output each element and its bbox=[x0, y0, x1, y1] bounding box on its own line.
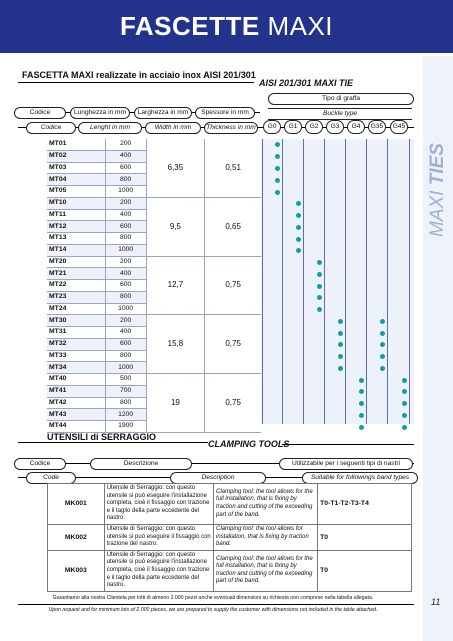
tools-col-use-en: Suitable for followings band types bbox=[302, 472, 418, 484]
row-length: 500 bbox=[105, 374, 146, 386]
buckle-dot-g2 bbox=[317, 295, 322, 300]
row-length: 200 bbox=[105, 139, 146, 150]
sidebar-label-light: MAXI bbox=[427, 190, 448, 237]
row-length: 400 bbox=[105, 150, 146, 162]
tool-band-types: T0 bbox=[318, 524, 412, 550]
table-row bbox=[47, 139, 261, 150]
row-code: MT03 bbox=[47, 162, 105, 174]
table-row bbox=[47, 256, 261, 268]
tool-desc-en: Clamping tool: the tool allows for installation, that is fixing by traction band. bbox=[214, 524, 318, 550]
buckle-dot-g45 bbox=[402, 425, 407, 430]
group-thickness: 0,75 bbox=[205, 374, 261, 433]
group-thickness: 0,75 bbox=[205, 315, 261, 374]
row-length: 200 bbox=[105, 197, 146, 209]
grid-col-line bbox=[409, 139, 410, 424]
buckle-header-g2: G2 bbox=[305, 120, 323, 134]
row-length: 700 bbox=[105, 385, 146, 397]
buckle-dot-g0 bbox=[275, 166, 280, 171]
row-code: MT22 bbox=[47, 280, 105, 292]
row-length: 800 bbox=[105, 291, 146, 303]
row-length: 600 bbox=[105, 221, 146, 233]
page-number: 11 bbox=[431, 597, 441, 607]
row-code: MT11 bbox=[47, 209, 105, 221]
col-width-it: Larghezza in mm bbox=[134, 107, 192, 119]
row-code: MT33 bbox=[47, 350, 105, 362]
tool-band-types: T0-T1-T2-T3-T4 bbox=[318, 484, 412, 525]
buckle-dot-g45 bbox=[402, 413, 407, 418]
row-code: MT43 bbox=[47, 409, 105, 421]
row-code: MT30 bbox=[47, 315, 105, 327]
ties-table bbox=[47, 139, 261, 433]
buckle-dot-g4 bbox=[359, 401, 364, 406]
row-length: 400 bbox=[105, 327, 146, 339]
sidebar-label bbox=[427, 143, 449, 237]
row-length: 1900 bbox=[105, 421, 146, 433]
buckle-dot-g3 bbox=[338, 342, 343, 347]
row-code: MT44 bbox=[47, 421, 105, 433]
buckle-header-g4: G4 bbox=[347, 120, 365, 134]
row-code: MT10 bbox=[47, 197, 105, 209]
buckle-dot-g0 bbox=[275, 154, 280, 159]
section2-title: UTENSILI di SERRAGGIO bbox=[47, 432, 157, 442]
row-code: MT41 bbox=[47, 385, 105, 397]
tool-code: MK002 bbox=[48, 524, 105, 550]
buckle-dot-g35 bbox=[380, 354, 385, 359]
table-row bbox=[47, 197, 261, 209]
page-title bbox=[0, 11, 453, 42]
tool-band-types: T0 bbox=[318, 550, 412, 591]
buckle-dot-g3 bbox=[338, 331, 343, 336]
buckle-dot-g4 bbox=[359, 378, 364, 383]
row-length: 200 bbox=[105, 256, 146, 268]
row-length: 400 bbox=[105, 268, 146, 280]
row-code: MT21 bbox=[47, 268, 105, 280]
tool-row bbox=[48, 524, 412, 550]
row-code: MT12 bbox=[47, 221, 105, 233]
buckle-dot-g0 bbox=[275, 142, 280, 147]
section2-subtitle: CLAMPING TOOLS bbox=[208, 439, 290, 449]
tool-desc-it: Utensile di Serraggio: con questo utensile si può eseguire il fissaggio con trazione del nastro. bbox=[104, 524, 213, 550]
tools-table bbox=[47, 483, 412, 592]
buckle-dot-g1 bbox=[296, 248, 301, 253]
row-length: 1000 bbox=[105, 303, 146, 315]
table-row bbox=[47, 315, 261, 327]
row-code: MT40 bbox=[47, 374, 105, 386]
section1-rule bbox=[18, 82, 254, 83]
sidebar-label-bold: TIES bbox=[427, 143, 448, 186]
tools-col-desc-it: Descrizione bbox=[90, 458, 192, 470]
col-thickness-en: Thickness in mm bbox=[204, 122, 258, 134]
table-row bbox=[47, 374, 261, 386]
tools-col-desc-en: Description bbox=[170, 472, 266, 484]
title-bold: FASCETTE bbox=[119, 11, 260, 41]
row-code: MT02 bbox=[47, 150, 105, 162]
row-length: 1000 bbox=[105, 362, 146, 374]
col-code-en: Codice bbox=[26, 122, 76, 134]
buckle-dot-g45 bbox=[402, 378, 407, 383]
group-width: 19 bbox=[146, 374, 205, 433]
buckle-dot-g1 bbox=[296, 213, 301, 218]
buckle-dot-g1 bbox=[296, 225, 301, 230]
tool-desc-en: Clamping tool: the tool allows for the full installation, that is fixing by traction and cutting of the exceeding part of the band. bbox=[214, 550, 318, 591]
buckle-header-g3: G3 bbox=[326, 120, 344, 134]
group-thickness: 0,51 bbox=[205, 139, 261, 197]
tool-row bbox=[48, 484, 412, 525]
row-code: MT23 bbox=[47, 291, 105, 303]
group-width: 15,8 bbox=[146, 315, 205, 374]
grid-col-line bbox=[303, 139, 304, 424]
buckle-dot-g35 bbox=[380, 331, 385, 336]
tipo-graffa-pill: Tipo di graffa bbox=[268, 93, 414, 105]
col-length-en: Lenght in mm bbox=[78, 122, 142, 134]
tool-desc-it: Utensile di Serraggio: con questo utensile si può eseguire l'installazione completa, cioè il fissaggio con trazione e il taglio della parte eccedente del nastro. bbox=[104, 484, 213, 525]
page-header bbox=[0, 0, 453, 53]
grid-col-line bbox=[366, 139, 367, 424]
tool-desc-en: Clamping tool: the tool allows for the full installation, that is fixing by traction and cutting of the exceeding part of the band. bbox=[214, 484, 318, 525]
row-length: 600 bbox=[105, 162, 146, 174]
row-length: 800 bbox=[105, 350, 146, 362]
group-width: 12,7 bbox=[146, 256, 205, 315]
row-code: MT05 bbox=[47, 186, 105, 198]
row-code: MT42 bbox=[47, 397, 105, 409]
buckle-dot-g3 bbox=[338, 319, 343, 324]
buckle-dot-g45 bbox=[402, 389, 407, 394]
col-thickness-it: Spessore in mm bbox=[195, 107, 255, 119]
buckle-dot-g3 bbox=[338, 354, 343, 359]
tool-row bbox=[48, 550, 412, 591]
section2-rule-left bbox=[18, 442, 208, 443]
row-length: 600 bbox=[105, 338, 146, 350]
row-code: MT13 bbox=[47, 233, 105, 245]
buckle-dot-g2 bbox=[317, 272, 322, 277]
footer-note-it: Garantiamo alla nostra Clientela per lotti di almeno 2.000 pezzi anche eventuali dimensioni su richiesta non comprese nella tabella allegata. bbox=[52, 595, 374, 601]
col-length-it: Lunghezza in mm bbox=[70, 107, 130, 119]
section2-rule-right bbox=[282, 444, 414, 445]
buckle-dot-g0 bbox=[275, 190, 280, 195]
buckle-header-g45: G45 bbox=[390, 120, 408, 134]
row-code: MT32 bbox=[47, 338, 105, 350]
group-thickness: 0,75 bbox=[205, 256, 261, 315]
row-length: 400 bbox=[105, 209, 146, 221]
section1-title: FASCETTA MAXI realizzate in acciaio inox AISI 201/301 bbox=[22, 70, 256, 80]
buckle-header-g1: G1 bbox=[284, 120, 302, 134]
buckle-grid bbox=[261, 139, 414, 424]
buckle-header-g0: G0 bbox=[263, 120, 281, 134]
buckle-dot-g0 bbox=[275, 178, 280, 183]
buckle-dot-g35 bbox=[380, 319, 385, 324]
tool-code: MK001 bbox=[48, 484, 105, 525]
buckle-dot-g3 bbox=[338, 366, 343, 371]
buckle-header-g35: G35 bbox=[368, 120, 386, 134]
buckle-dot-g4 bbox=[359, 425, 364, 430]
buckle-dot-g1 bbox=[296, 237, 301, 242]
tools-col-code-it: Codice bbox=[14, 458, 66, 470]
buckle-dot-g2 bbox=[317, 260, 322, 265]
grid-col-line bbox=[262, 139, 263, 424]
footer-note-en: Upon request and for minimum lots of 2.000 pieces, we are prepared to supply the customer with dimensions not included in the table attached. bbox=[48, 607, 378, 613]
row-code: MT01 bbox=[47, 139, 105, 150]
section1-subtitle: AISI 201/301 MAXI TIE bbox=[259, 78, 354, 88]
row-code: MT14 bbox=[47, 244, 105, 256]
buckle-dot-g2 bbox=[317, 284, 322, 289]
row-length: 800 bbox=[105, 233, 146, 245]
buckle-dot-g1 bbox=[296, 201, 301, 206]
footer-rule bbox=[18, 604, 414, 605]
buckle-dot-g2 bbox=[317, 307, 322, 312]
tools-col-use-it: Utilizzabile per i seguenti tipi di nastri bbox=[279, 458, 413, 470]
buckle-dot-g45 bbox=[402, 401, 407, 406]
group-width: 6,35 bbox=[146, 139, 205, 197]
grid-col-line bbox=[324, 139, 325, 424]
row-length: 600 bbox=[105, 280, 146, 292]
tool-desc-it: Utensile di Serraggio: con questo utensile si può eseguire l'installazione completa, cioè il fissaggio con trazione e il taglio della parte eccedente del nastro. bbox=[104, 550, 213, 591]
row-code: MT24 bbox=[47, 303, 105, 315]
buckle-dot-g35 bbox=[380, 342, 385, 347]
grid-col-line bbox=[387, 139, 388, 424]
buckle-dot-g4 bbox=[359, 389, 364, 394]
row-code: MT04 bbox=[47, 174, 105, 186]
title-normal: MAXI bbox=[267, 11, 334, 41]
row-length: 800 bbox=[105, 397, 146, 409]
row-code: MT34 bbox=[47, 362, 105, 374]
col-code-it: Codice bbox=[14, 107, 66, 119]
grid-col-line bbox=[345, 139, 346, 424]
buckle-dot-g4 bbox=[359, 413, 364, 418]
tools-col-code-en: Code bbox=[26, 472, 76, 484]
buckle-dot-g35 bbox=[380, 366, 385, 371]
row-length: 200 bbox=[105, 315, 146, 327]
row-length: 1000 bbox=[105, 186, 146, 198]
row-length: 800 bbox=[105, 174, 146, 186]
col-width-en: Width in mm bbox=[145, 122, 201, 134]
group-width: 9,5 bbox=[146, 197, 205, 256]
row-length: 1000 bbox=[105, 244, 146, 256]
row-code: MT20 bbox=[47, 256, 105, 268]
group-thickness: 0,65 bbox=[205, 197, 261, 256]
row-code: MT31 bbox=[47, 327, 105, 339]
row-length: 1200 bbox=[105, 409, 146, 421]
tool-code: MK003 bbox=[48, 550, 105, 591]
buckle-type-label: Buckle type bbox=[268, 108, 412, 120]
grid-col-line bbox=[282, 139, 283, 424]
